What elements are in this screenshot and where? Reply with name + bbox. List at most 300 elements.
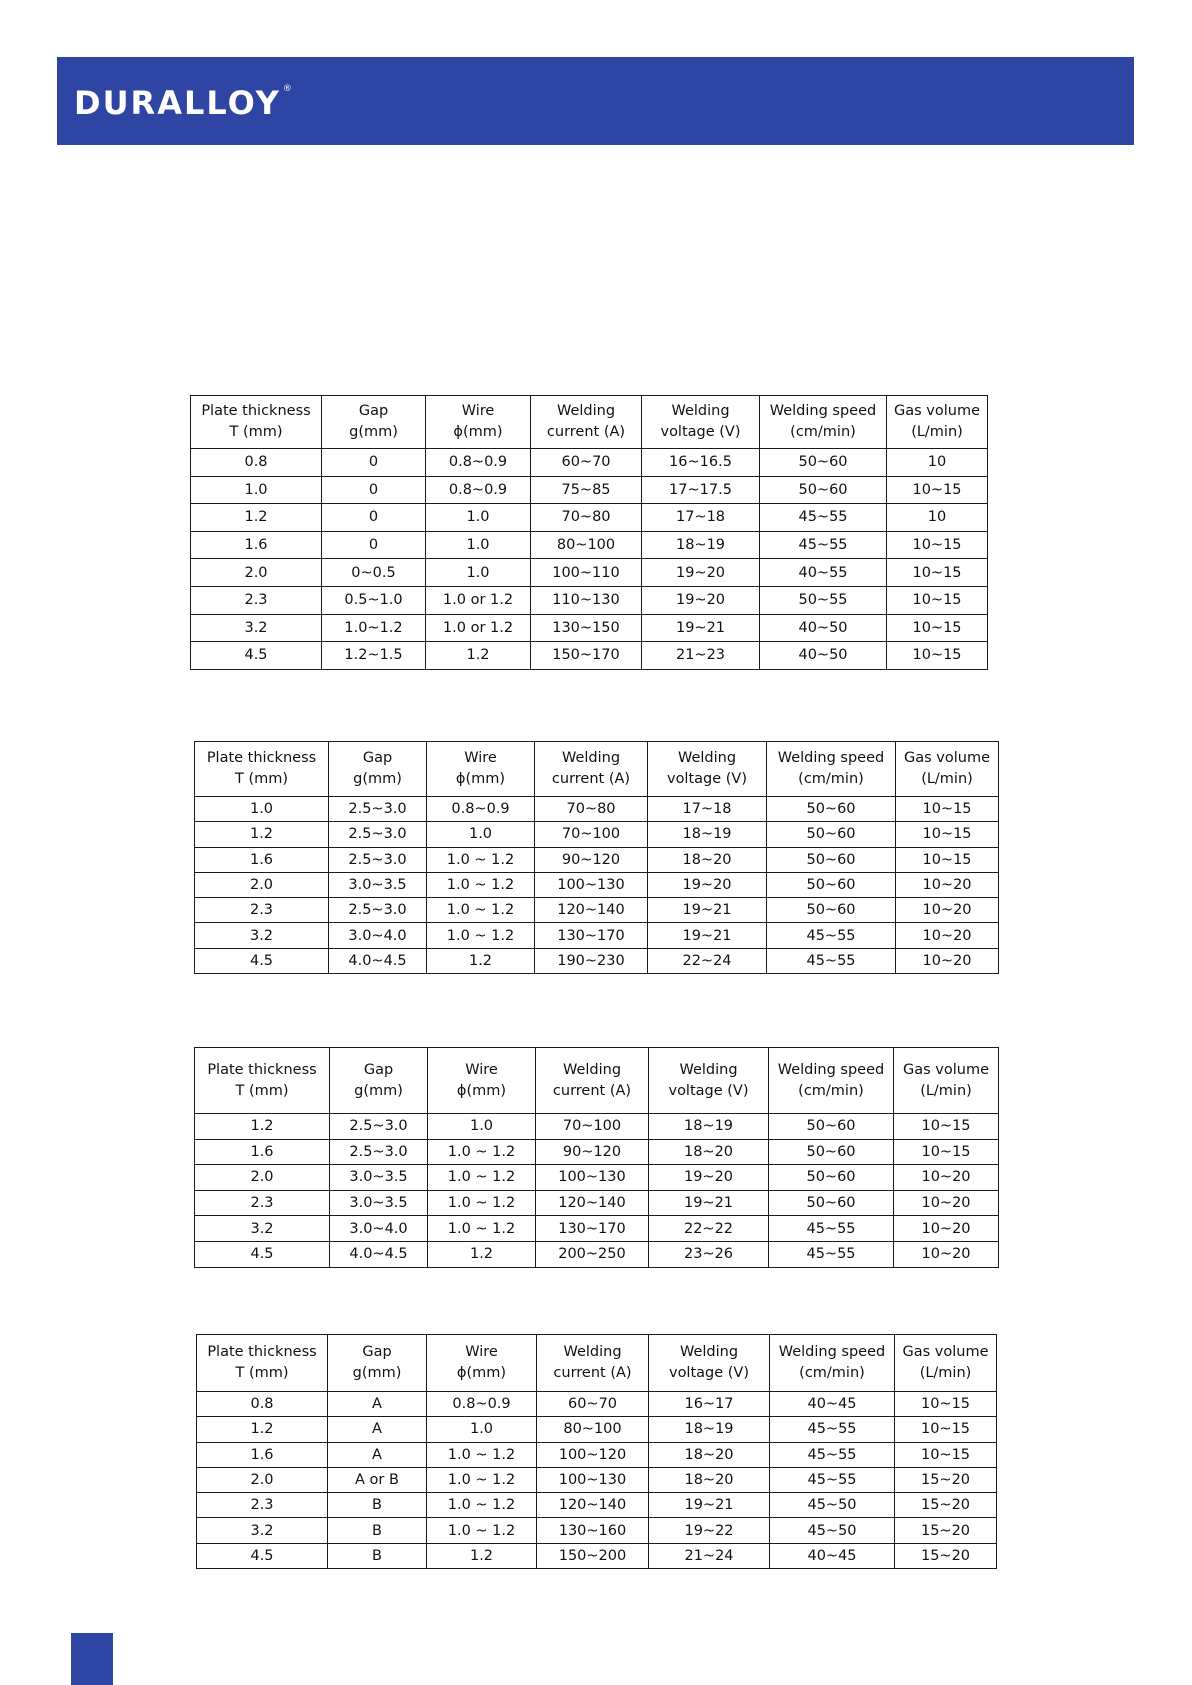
column-header-line: (L/min): [911, 424, 963, 440]
cell-welding-voltage: 19~22: [649, 1518, 770, 1543]
cell-welding-current: 100~120: [537, 1442, 649, 1467]
cell-welding-voltage: 18~19: [648, 822, 767, 847]
cell-plate-thickness: 1.6: [195, 847, 329, 872]
column-header-gap: [330, 1048, 428, 1114]
cell-welding-current: 150~170: [531, 642, 642, 670]
column-header-line: Gas volume: [902, 1344, 989, 1360]
cell-wire: 0.8~0.9: [426, 476, 531, 504]
cell-gas-volume: 15~20: [895, 1543, 997, 1568]
cell-welding-voltage: 18~19: [649, 1114, 769, 1140]
column-header-line: Gap: [363, 1061, 394, 1078]
cell-gap: 0: [322, 449, 426, 477]
column-header-line: current (A): [551, 771, 631, 787]
cell-welding-current: 110~130: [531, 586, 642, 614]
cell-wire: 1.0 ~ 1.2: [428, 1139, 536, 1165]
cell-gap: 2.5~3.0: [329, 797, 427, 822]
cell-gas-volume: 10~20: [894, 1165, 999, 1191]
column-header-plate-thickness: [191, 396, 322, 449]
column-header-gap: [328, 1335, 427, 1392]
cell-welding-voltage: 23~26: [649, 1241, 769, 1267]
column-header-line: T (mm): [234, 771, 289, 787]
cell-welding-speed: 50~60: [767, 872, 896, 897]
cell-gap: 2.5~3.0: [329, 898, 427, 923]
cell-plate-thickness: 1.2: [195, 822, 329, 847]
cell-gap: 3.0~3.5: [329, 872, 427, 897]
cell-gas-volume: 10~20: [894, 1241, 999, 1267]
welding-table-4: [196, 1334, 997, 1569]
column-header-line: (cm/min): [798, 1082, 864, 1099]
column-header-welding-voltage: [649, 1335, 770, 1392]
cell-gap: 2.5~3.0: [330, 1139, 428, 1165]
table-row: [195, 948, 999, 973]
cell-wire: 1.0 ~ 1.2: [427, 1442, 537, 1467]
column-header-line: Welding speed: [777, 1061, 885, 1078]
cell-wire: 0.8~0.9: [427, 797, 535, 822]
table-row: [195, 1241, 999, 1267]
table-row: [197, 1467, 997, 1492]
cell-plate-thickness: 2.3: [191, 586, 322, 614]
cell-gas-volume: 10~15: [895, 1417, 997, 1442]
cell-welding-current: 90~120: [536, 1139, 649, 1165]
cell-gas-volume: 10~20: [894, 1190, 999, 1216]
cell-welding-speed: 45~55: [760, 531, 887, 559]
cell-welding-current: 80~100: [531, 531, 642, 559]
cell-welding-speed: 45~55: [760, 504, 887, 532]
column-header-line: T (mm): [235, 1365, 289, 1381]
cell-gas-volume: 10~15: [894, 1139, 999, 1165]
cell-welding-voltage: 19~20: [642, 586, 760, 614]
table-row: [191, 449, 988, 477]
cell-gap: 3.0~3.5: [330, 1190, 428, 1216]
column-header-line: Welding: [562, 1061, 622, 1078]
cell-welding-speed: 50~60: [760, 476, 887, 504]
column-header-welding-voltage: [649, 1048, 769, 1114]
cell-plate-thickness: 2.0: [195, 872, 329, 897]
cell-welding-voltage: 18~20: [649, 1442, 770, 1467]
cell-gap: 3.0~4.0: [329, 923, 427, 948]
cell-gap: B: [328, 1518, 427, 1543]
column-header-plate-thickness: [195, 1048, 330, 1114]
cell-plate-thickness: 4.5: [197, 1543, 328, 1568]
cell-welding-speed: 50~60: [769, 1190, 894, 1216]
cell-plate-thickness: 4.5: [195, 948, 329, 973]
table-row: [195, 872, 999, 897]
column-header-line: Plate thickness: [207, 1061, 317, 1078]
column-header-line: Welding: [563, 1344, 622, 1360]
column-header-welding-current: [537, 1335, 649, 1392]
column-header-wire: [427, 1335, 537, 1392]
cell-gap: 4.0~4.5: [330, 1241, 428, 1267]
cell-gas-volume: 10~15: [896, 822, 999, 847]
header-row: [195, 742, 999, 797]
cell-gap: 0: [322, 476, 426, 504]
cell-welding-speed: 45~50: [770, 1518, 895, 1543]
column-header-line: T (mm): [229, 424, 283, 440]
cell-gap: 0.5~1.0: [322, 586, 426, 614]
table-row: [195, 1165, 999, 1191]
cell-gas-volume: 10: [887, 449, 988, 477]
column-header-line: Welding speed: [777, 750, 885, 766]
cell-wire: 1.0 ~ 1.2: [427, 1467, 537, 1492]
cell-gas-volume: 15~20: [895, 1493, 997, 1518]
welding-table-2: [194, 741, 999, 974]
column-header-line: voltage (V): [668, 1082, 749, 1099]
cell-gas-volume: 10~15: [887, 559, 988, 587]
cell-gap: A: [328, 1442, 427, 1467]
cell-welding-voltage: 18~20: [649, 1139, 769, 1165]
cell-welding-speed: 45~55: [770, 1467, 895, 1492]
cell-gas-volume: 10~20: [896, 923, 999, 948]
column-header-line: ϕ(mm): [456, 1365, 507, 1381]
column-header-line: g(mm): [353, 771, 402, 787]
cell-welding-voltage: 21~24: [649, 1543, 770, 1568]
cell-welding-voltage: 16~16.5: [642, 449, 760, 477]
cell-welding-speed: 50~60: [767, 797, 896, 822]
cell-welding-voltage: 17~17.5: [642, 476, 760, 504]
cell-plate-thickness: 0.8: [191, 449, 322, 477]
column-header-gas-volume: [895, 1335, 997, 1392]
cell-wire: 1.0: [428, 1114, 536, 1140]
cell-gas-volume: 10~15: [896, 847, 999, 872]
column-header-welding-voltage: [642, 396, 760, 449]
cell-welding-current: 130~170: [535, 923, 648, 948]
table-row: [197, 1442, 997, 1467]
column-header-welding-speed: [769, 1048, 894, 1114]
cell-welding-voltage: 17~18: [642, 504, 760, 532]
table-row: [191, 504, 988, 532]
column-header-line: g(mm): [352, 1365, 402, 1381]
cell-wire: 1.2: [427, 948, 535, 973]
cell-plate-thickness: 0.8: [197, 1392, 328, 1417]
cell-welding-voltage: 16~17: [649, 1392, 770, 1417]
cell-welding-speed: 40~45: [770, 1392, 895, 1417]
column-header-line: Gas volume: [903, 750, 990, 766]
table-row: [191, 531, 988, 559]
cell-wire: 1.0 or 1.2: [426, 614, 531, 642]
cell-welding-current: 90~120: [535, 847, 648, 872]
cell-gas-volume: 10~20: [896, 872, 999, 897]
cell-wire: 1.0 or 1.2: [426, 586, 531, 614]
column-header-line: Welding speed: [769, 403, 877, 419]
cell-welding-speed: 50~55: [760, 586, 887, 614]
cell-plate-thickness: 4.5: [195, 1241, 330, 1267]
table-row: [195, 847, 999, 872]
cell-gas-volume: 10~20: [896, 898, 999, 923]
cell-welding-voltage: 19~21: [649, 1190, 769, 1216]
cell-wire: 1.2: [426, 642, 531, 670]
cell-welding-voltage: 19~21: [642, 614, 760, 642]
column-header-line: Welding speed: [778, 1344, 886, 1360]
column-header-line: Welding: [556, 403, 616, 419]
column-header-line: (cm/min): [790, 424, 856, 440]
column-header-line: voltage (V): [660, 424, 741, 440]
cell-wire: 1.0: [426, 504, 531, 532]
column-header-plate-thickness: [195, 742, 329, 797]
table-row: [195, 797, 999, 822]
cell-wire: 1.0 ~ 1.2: [428, 1216, 536, 1242]
column-header-line: Welding: [671, 403, 730, 419]
cell-welding-speed: 50~60: [767, 822, 896, 847]
cell-gap: 3.0~4.0: [330, 1216, 428, 1242]
cell-welding-speed: 50~60: [769, 1139, 894, 1165]
column-header-welding-current: [535, 742, 648, 797]
column-header-line: Welding: [679, 1344, 739, 1360]
cell-welding-speed: 50~60: [769, 1165, 894, 1191]
column-header-line: ϕ(mm): [455, 771, 506, 787]
brand-logo: [74, 84, 292, 122]
cell-gas-volume: 10~15: [887, 642, 988, 670]
column-header-line: Gap: [358, 403, 389, 419]
cell-welding-current: 70~100: [535, 822, 648, 847]
cell-welding-current: 100~130: [537, 1467, 649, 1492]
column-header-line: T (mm): [235, 1082, 289, 1099]
cell-welding-speed: 40~45: [770, 1543, 895, 1568]
cell-gap: 0~0.5: [322, 559, 426, 587]
cell-welding-speed: 45~55: [767, 923, 896, 948]
column-header-gap: [322, 396, 426, 449]
cell-plate-thickness: 1.0: [195, 797, 329, 822]
cell-wire: 1.0 ~ 1.2: [427, 872, 535, 897]
cell-plate-thickness: 1.6: [197, 1442, 328, 1467]
cell-gap: 4.0~4.5: [329, 948, 427, 973]
cell-welding-speed: 45~55: [767, 948, 896, 973]
cell-gap: 2.5~3.0: [329, 822, 427, 847]
cell-welding-speed: 40~50: [760, 614, 887, 642]
column-header-line: Wire: [465, 1061, 498, 1078]
cell-welding-current: 60~70: [531, 449, 642, 477]
column-header-line: Welding: [561, 750, 621, 766]
cell-plate-thickness: 2.0: [197, 1467, 328, 1492]
column-header-gas-volume: [894, 1048, 999, 1114]
header-row: [197, 1335, 997, 1392]
cell-gap: A: [328, 1392, 427, 1417]
cell-plate-thickness: 4.5: [191, 642, 322, 670]
cell-gas-volume: 10~15: [887, 614, 988, 642]
cell-plate-thickness: 3.2: [197, 1518, 328, 1543]
cell-wire: 1.0 ~ 1.2: [427, 1493, 537, 1518]
cell-welding-voltage: 22~22: [649, 1216, 769, 1242]
cell-wire: 1.0 ~ 1.2: [427, 898, 535, 923]
cell-wire: 1.0: [426, 559, 531, 587]
cell-welding-voltage: 19~21: [649, 1493, 770, 1518]
header-row: [191, 396, 988, 449]
column-header-welding-speed: [767, 742, 896, 797]
column-header-line: ϕ(mm): [453, 424, 503, 440]
column-header-line: current (A): [552, 1082, 632, 1099]
column-header-line: current (A): [546, 424, 626, 440]
table-row: [195, 923, 999, 948]
cell-plate-thickness: 2.3: [195, 1190, 330, 1216]
column-header-welding-current: [531, 396, 642, 449]
cell-welding-speed: 45~50: [770, 1493, 895, 1518]
cell-gap: 3.0~3.5: [330, 1165, 428, 1191]
cell-welding-current: 70~100: [536, 1114, 649, 1140]
cell-gas-volume: 10~20: [896, 948, 999, 973]
cell-welding-voltage: 18~20: [649, 1467, 770, 1492]
cell-plate-thickness: 2.3: [195, 898, 329, 923]
cell-welding-voltage: 18~19: [649, 1417, 770, 1442]
table-row: [197, 1543, 997, 1568]
cell-gap: 2.5~3.0: [330, 1114, 428, 1140]
table-row: [195, 822, 999, 847]
cell-gas-volume: 10~15: [895, 1392, 997, 1417]
table-row: [195, 898, 999, 923]
cell-plate-thickness: 3.2: [195, 1216, 330, 1242]
column-header-line: Plate thickness: [206, 750, 317, 766]
header-banner: [57, 57, 1134, 145]
column-header-welding-speed: [760, 396, 887, 449]
cell-plate-thickness: 2.0: [195, 1165, 330, 1191]
cell-gas-volume: 10~15: [895, 1442, 997, 1467]
page-footer-block: [71, 1633, 113, 1685]
column-header-line: g(mm): [349, 424, 398, 440]
cell-welding-current: 100~130: [535, 872, 648, 897]
table-row: [197, 1493, 997, 1518]
table-row: [195, 1190, 999, 1216]
column-header-line: Welding: [679, 1061, 738, 1078]
cell-welding-voltage: 19~21: [648, 898, 767, 923]
table-row: [195, 1114, 999, 1140]
column-header-wire: [427, 742, 535, 797]
cell-wire: 1.0 ~ 1.2: [427, 923, 535, 948]
cell-gas-volume: 10~15: [887, 586, 988, 614]
cell-welding-current: 190~230: [535, 948, 648, 973]
cell-welding-voltage: 22~24: [648, 948, 767, 973]
cell-gas-volume: 15~20: [895, 1467, 997, 1492]
cell-welding-current: 75~85: [531, 476, 642, 504]
cell-wire: 1.0 ~ 1.2: [428, 1165, 536, 1191]
cell-wire: 1.0 ~ 1.2: [427, 847, 535, 872]
cell-welding-current: 130~150: [531, 614, 642, 642]
cell-welding-voltage: 21~23: [642, 642, 760, 670]
column-header-welding-current: [536, 1048, 649, 1114]
column-header-welding-speed: [770, 1335, 895, 1392]
cell-plate-thickness: 1.2: [191, 504, 322, 532]
cell-welding-speed: 50~60: [767, 898, 896, 923]
brand-name: DURALLOY: [74, 84, 281, 122]
welding-table-1: [190, 395, 988, 670]
cell-gap: B: [328, 1543, 427, 1568]
table-row: [191, 559, 988, 587]
column-header-gas-volume: [896, 742, 999, 797]
column-header-wire: [428, 1048, 536, 1114]
cell-gas-volume: 10~15: [887, 476, 988, 504]
cell-welding-speed: 45~55: [769, 1216, 894, 1242]
table-row: [195, 1216, 999, 1242]
cell-welding-speed: 45~55: [770, 1417, 895, 1442]
table-row: [191, 614, 988, 642]
cell-gap: 1.2~1.5: [322, 642, 426, 670]
cell-wire: 1.0 ~ 1.2: [427, 1518, 537, 1543]
cell-gas-volume: 10~15: [894, 1114, 999, 1140]
table-row: [191, 642, 988, 670]
column-header-line: Welding: [677, 750, 737, 766]
column-header-line: (L/min): [920, 1082, 972, 1099]
cell-gap: A or B: [328, 1467, 427, 1492]
cell-welding-speed: 40~55: [760, 559, 887, 587]
cell-gas-volume: 15~20: [895, 1518, 997, 1543]
column-header-line: Gap: [362, 1344, 392, 1360]
column-header-line: Plate thickness: [207, 1344, 317, 1360]
column-header-line: ϕ(mm): [456, 1082, 507, 1099]
cell-welding-speed: 45~55: [770, 1442, 895, 1467]
cell-plate-thickness: 3.2: [191, 614, 322, 642]
cell-plate-thickness: 1.6: [191, 531, 322, 559]
cell-wire: 0.8~0.9: [427, 1392, 537, 1417]
cell-welding-current: 100~110: [531, 559, 642, 587]
column-header-line: (L/min): [921, 771, 973, 787]
column-header-line: (cm/min): [798, 771, 864, 787]
column-header-line: Gap: [362, 750, 393, 766]
cell-welding-current: 120~140: [537, 1493, 649, 1518]
table-row: [191, 586, 988, 614]
cell-wire: 1.0: [426, 531, 531, 559]
cell-gas-volume: 10~15: [896, 797, 999, 822]
cell-plate-thickness: 3.2: [195, 923, 329, 948]
column-header-gas-volume: [887, 396, 988, 449]
cell-welding-speed: 50~60: [769, 1114, 894, 1140]
column-header-line: Wire: [465, 1344, 498, 1360]
cell-welding-speed: 50~60: [767, 847, 896, 872]
cell-wire: 0.8~0.9: [426, 449, 531, 477]
table-row: [197, 1417, 997, 1442]
cell-welding-current: 130~170: [536, 1216, 649, 1242]
cell-welding-voltage: 17~18: [648, 797, 767, 822]
table-row: [197, 1392, 997, 1417]
cell-welding-current: 70~80: [531, 504, 642, 532]
cell-welding-voltage: 19~20: [649, 1165, 769, 1191]
cell-gas-volume: 10~20: [894, 1216, 999, 1242]
cell-welding-voltage: 19~20: [648, 872, 767, 897]
cell-wire: 1.0: [427, 1417, 537, 1442]
cell-gap: 1.0~1.2: [322, 614, 426, 642]
cell-plate-thickness: 1.2: [195, 1114, 330, 1140]
cell-welding-current: 200~250: [536, 1241, 649, 1267]
cell-welding-current: 150~200: [537, 1543, 649, 1568]
cell-welding-current: 100~130: [536, 1165, 649, 1191]
table-row: [197, 1518, 997, 1543]
cell-plate-thickness: 2.0: [191, 559, 322, 587]
table-row: [191, 476, 988, 504]
cell-welding-voltage: 18~20: [648, 847, 767, 872]
cell-plate-thickness: 2.3: [197, 1493, 328, 1518]
column-header-welding-voltage: [648, 742, 767, 797]
cell-gap: 2.5~3.0: [329, 847, 427, 872]
cell-welding-voltage: 19~20: [642, 559, 760, 587]
cell-welding-speed: 50~60: [760, 449, 887, 477]
cell-plate-thickness: 1.0: [191, 476, 322, 504]
column-header-plate-thickness: [197, 1335, 328, 1392]
cell-welding-voltage: 18~19: [642, 531, 760, 559]
cell-gap: A: [328, 1417, 427, 1442]
cell-wire: 1.0 ~ 1.2: [428, 1190, 536, 1216]
column-header-line: current (A): [553, 1365, 632, 1381]
cell-plate-thickness: 1.6: [195, 1139, 330, 1165]
cell-welding-voltage: 19~21: [648, 923, 767, 948]
cell-plate-thickness: 1.2: [197, 1417, 328, 1442]
column-header-line: Wire: [461, 403, 495, 419]
column-header-wire: [426, 396, 531, 449]
cell-welding-current: 60~70: [537, 1392, 649, 1417]
cell-gap: 0: [322, 531, 426, 559]
column-header-line: voltage (V): [668, 1365, 750, 1381]
cell-welding-current: 130~160: [537, 1518, 649, 1543]
cell-welding-current: 120~140: [536, 1190, 649, 1216]
table-row: [195, 1139, 999, 1165]
cell-gap: B: [328, 1493, 427, 1518]
cell-wire: 1.2: [428, 1241, 536, 1267]
column-header-line: voltage (V): [666, 771, 748, 787]
